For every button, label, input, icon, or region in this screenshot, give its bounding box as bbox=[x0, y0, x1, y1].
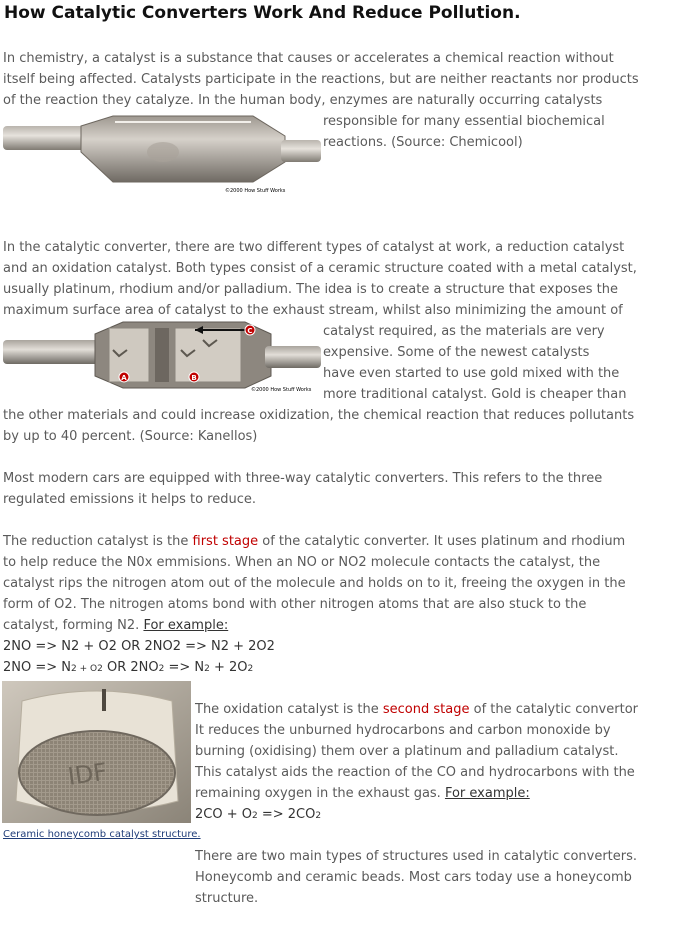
para4-line: The reduction catalyst is the first stage of the catalytic converter. It uses platinum and rhodium bbox=[3, 534, 626, 549]
para6-line: Honeycomb and ceramic beads. Most cars today use a honeycomb bbox=[195, 870, 632, 885]
para6-line: There are two main types of structures used in catalytic converters. bbox=[195, 849, 638, 864]
para1-line: itself being affected. Catalysts participate in the reactions, but are neither reactants nor products bbox=[3, 72, 639, 87]
para2-line: and an oxidation catalyst. Both types consist of a ceramic structure coated with a metal catalyst, bbox=[3, 261, 637, 276]
para3-line: Most modern cars are equipped with three-way catalytic converters. This refers to the three bbox=[3, 471, 603, 486]
label-a: A bbox=[121, 374, 127, 382]
para5-line: The oxidation catalyst is the second stage of the catalytic convertor bbox=[195, 702, 638, 717]
label-c: C bbox=[247, 327, 253, 335]
image-credit: ©2000 How Stuff Works bbox=[225, 188, 286, 194]
catalytic-converter-image bbox=[3, 112, 321, 200]
para5-line: This catalyst aids the reaction of the CO and hydrocarbons with the bbox=[195, 765, 635, 780]
para2-line: catalyst required, as the materials are very bbox=[323, 324, 605, 339]
para4-line: catalyst, forming N2. For example: bbox=[3, 618, 229, 633]
image-credit: ©2000 How Stuff Works bbox=[251, 387, 312, 393]
second-stage-highlight: second stage bbox=[382, 702, 470, 717]
label-b: B bbox=[191, 374, 197, 382]
para2-line: maximum surface area of catalyst to the exhaust stream, whilst also minimizing the amount of bbox=[3, 303, 623, 318]
para2-line: more traditional catalyst. Gold is cheaper than bbox=[323, 387, 627, 402]
idf-stamp: IDF bbox=[66, 757, 109, 791]
equation: 2NO => N2 + O2 OR 2NO2 => N2 + 2O2 bbox=[3, 639, 275, 654]
para1-line: of the reaction they catalyze. In the human body, enzymes are naturally occurring catalysts bbox=[3, 93, 603, 108]
para4-line: form of O2. The nitrogen atoms bond with other nitrogen atoms that are also stuck to the bbox=[3, 597, 587, 612]
para2-line: have even started to use gold mixed with the bbox=[323, 366, 620, 381]
first-stage-highlight: first stage bbox=[192, 534, 259, 549]
para4-line: to help reduce the N0x emmisions. When an NO or NO2 molecule contacts the catalyst, the bbox=[3, 555, 601, 570]
para2-line: expensive. Some of the newest catalysts bbox=[323, 345, 590, 360]
equation: 2NO => N2 + O2 OR 2NO2 => N2 + 2O2 bbox=[3, 660, 254, 675]
for-example-label: For example: bbox=[143, 618, 229, 633]
para5-line: remaining oxygen in the exhaust gas. For example: bbox=[195, 786, 530, 801]
para2-line: the other materials and could increase oxidization, the chemical reaction that reduces pollutants bbox=[3, 408, 635, 423]
page-title: How Catalytic Converters Work And Reduce Pollution. bbox=[4, 3, 521, 23]
para1-line: responsible for many essential biochemical bbox=[323, 114, 605, 129]
para5-line: It reduces the unburned hydrocarbons and carbon monoxide by bbox=[195, 723, 611, 738]
para2-line: In the catalytic converter, there are two different types of catalyst at work, a reduction catalyst bbox=[3, 240, 625, 255]
for-example-label: For example: bbox=[444, 786, 530, 801]
para1-line: In chemistry, a catalyst is a substance that causes or accelerates a chemical reaction without bbox=[3, 51, 614, 66]
para6-line: structure. bbox=[195, 891, 259, 906]
para1-line: reactions. (Source: Chemicool) bbox=[323, 135, 523, 150]
converter-cutaway-image bbox=[3, 320, 321, 396]
ceramic-honeycomb-image bbox=[2, 681, 191, 823]
equation: 2CO + O2 => 2CO2 bbox=[195, 807, 322, 822]
para3-line: regulated emissions it helps to reduce. bbox=[3, 492, 256, 507]
para2-line: by up to 40 percent. (Source: Kanellos) bbox=[3, 429, 258, 444]
image-caption-link[interactable]: Ceramic honeycomb catalyst structure. bbox=[3, 829, 201, 840]
para2-line: usually platinum, rhodium and/or palladium. The idea is to create a structure that exposes the bbox=[3, 282, 618, 297]
para5-line: burning (oxidising) them over a platinum and palladium catalyst. bbox=[195, 744, 619, 759]
para4-line: catalyst rips the nitrogen atom out of the molecule and holds on to it, freeing the oxygen in the bbox=[3, 576, 626, 591]
